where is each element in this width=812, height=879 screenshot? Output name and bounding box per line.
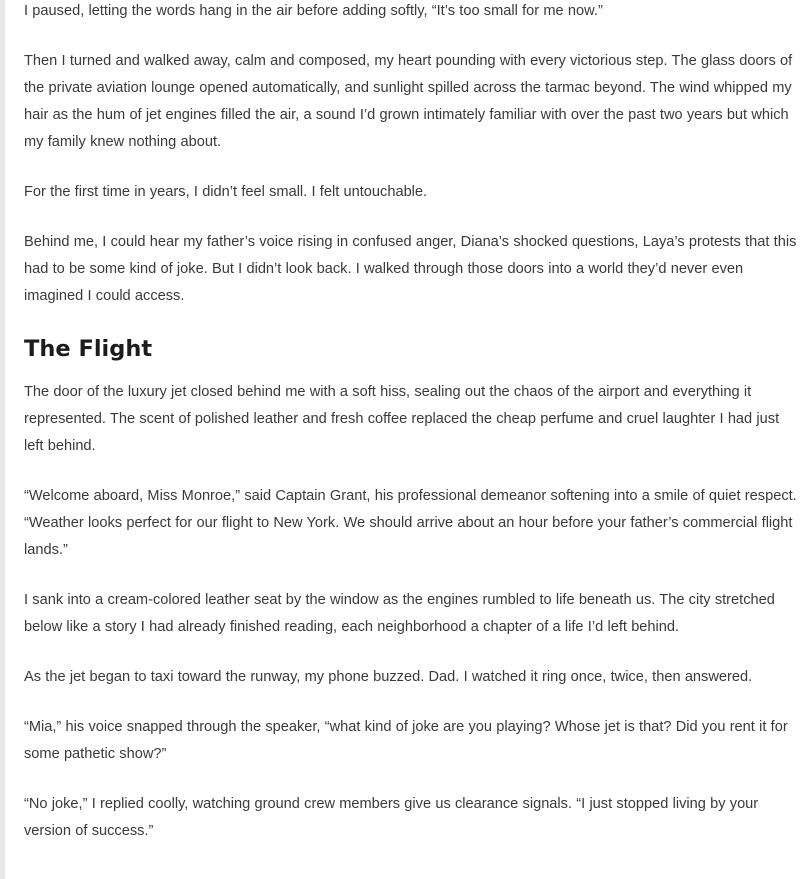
paragraph: “No joke,” I replied coolly, watching ground crew members give us clearance signals. “I just stopped living by your version of success.” [24, 796, 759, 839]
paragraph: “Mia,” his voice snapped through the speaker, “what kind of joke are you playing? Whose jet is that? Did you rent it for some pathetic show?” [24, 719, 788, 762]
paragraph: I paused, letting the words hang in the air before adding softly, “It’s too small for me now.” [24, 3, 603, 19]
paragraph: “Welcome aboard, Miss Monroe,” said Captain Grant, his professional demeanor softening into a smile of quiet respect. “Weather looks perfect for our flight to New York. We should arrive about an hour before your father’s commercial flight lands.” [24, 488, 797, 558]
paragraph: The door of the luxury jet closed behind me with a soft hiss, sealing out the chaos of the airport and everything it represented. The scent of polished leather and fresh coffee replaced the cheap perfume and cruel laughter I had just left behind. [24, 384, 780, 454]
paragraph: For the first time in years, I didn’t feel small. I felt untouchable. [24, 184, 428, 200]
paragraph: I sank into a cream-colored leather seat by the window as the engines rumbled to life beneath us. The city stretched below like a story I had already finished reading, each neighborhood a chapter of a life I’d left behind. [24, 592, 775, 635]
section-heading: The Flight [24, 336, 153, 362]
paragraph: Behind me, I could hear my father’s voice rising in confused anger, Diana’s shocked questions, Laya’s protests that this had to be some kind of joke. But I didn’t look back. I walked through those doors into a world they’d never even imagined I could access. [24, 234, 797, 304]
paragraph: Then I turned and walked away, calm and composed, my heart pounding with every victorious step. The glass doors of the private aviation lounge opened automatically, and sunlight spilled across the tarmac beyond. The wind whipped my hair as the hum of jet engines filled the air, a sound I’d grown intimately familiar with over the past two years but which my family knew nothing about. [24, 53, 793, 150]
article-body [24, 0, 800, 868]
paragraph: As the jet began to taxi toward the runway, my phone buzzed. Dad. I watched it ring once, twice, then answered. [24, 669, 753, 685]
left-border [0, 0, 5, 879]
